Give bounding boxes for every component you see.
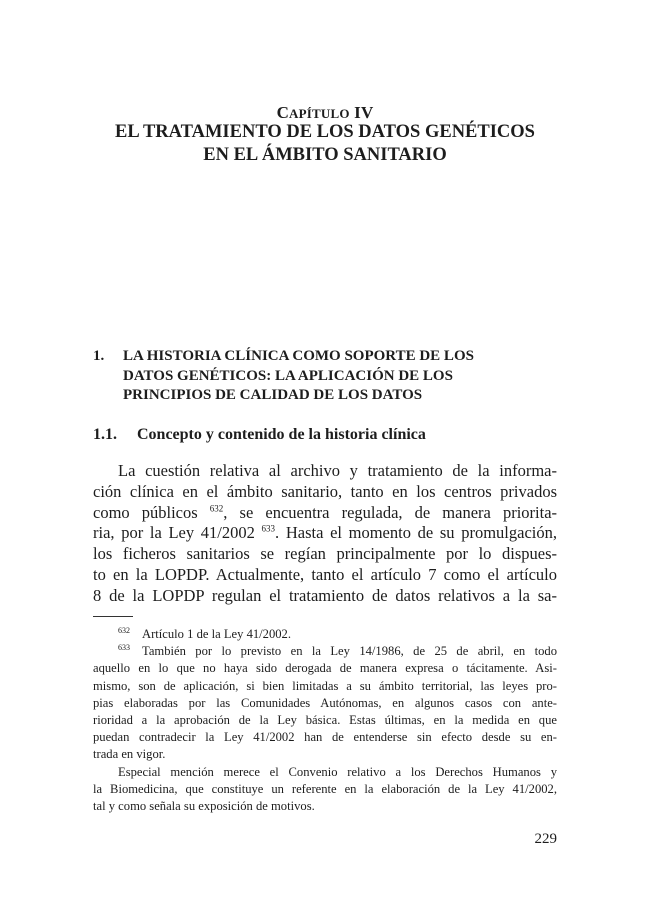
- subsection-heading-1-1: [93, 425, 563, 445]
- footnote-632: $^{632}$ Artículo 1 de la Ley 41/2002.: [118, 625, 291, 641]
- footnote-divider: [93, 616, 133, 617]
- page-number: 229: [534, 831, 557, 847]
- body-paragraph: La cuestión relativa al archivo y tratamiento de la informa- ción clínica en el ámbito sanitario, tanto en los centros privados como públicos $^{632}$, se encuentra regulada, de manera priorita- ria, por la Ley 41/2002 $^{633}$. Hasta el momento de su promulgación, los ficheros sanitarios se regían principalmente por lo dispues- to en la LOPDP. Actualmente, tanto el artículo 7 como el artículo 8 de la LOPDP regulan el tratamiento de datos relativos a la sa-: [93, 461, 558, 605]
- footnote-ref-633[interactable]: 633: [261, 523, 276, 534]
- section-heading-1: 1. LA HISTORIA CLÍNICA COMO SOPORTE DE LOS DATOS GENÉTICOS: LA APLICACIÓN DE LOS PRINCIPIOS DE CALIDAD DE LOS DATOS: [93, 348, 474, 403]
- chapter-label: CAPÍTULO IV: [276, 103, 374, 122]
- subsection-title: Concepto y contenido de la historia clínica: [137, 426, 426, 443]
- subsection-number: 1.1.: [93, 426, 117, 443]
- section-number: 1.: [93, 348, 105, 364]
- footnote-633: $^{633}$ También por lo previsto en la Ley 14/1986, de 25 de abril, en todo: [118, 643, 557, 659]
- chapter-title: EL TRATAMIENTO DE LOS DATOS GENÉTICOS EN EL ÁMBITO SANITARIO: [115, 122, 535, 165]
- footnote-ref-632[interactable]: 632: [209, 503, 224, 514]
- footnotes: $^{632}$ Artículo 1 de la Ley 41/2002. $^{633}$ También por lo previsto en la Ley 14/1986, de 25 de abril, en todo aquello en lo que no haya sido derogada de manera expresa o tácitamente. Asi- mismo, son de aplicación, si bien limitadas a su ámbito territorial, las leyes pro- pias elaboradas por las Comunidades Autónomas, en algunos casos con ante- rioridad a la aprobación de la Ley básica. Estas últimas, en la medida en que puedan contradecir la Ley 41/2002 han de entenderse sin efecto desde su en- trada en vigor. Especial mención merece el Convenio relativo a los Derechos Humanos y la Biomedicina, que constituye un referente en la elaboración de la Ley 41/2002, tal y como señala su exposición de motivos.: [93, 625, 557, 814]
